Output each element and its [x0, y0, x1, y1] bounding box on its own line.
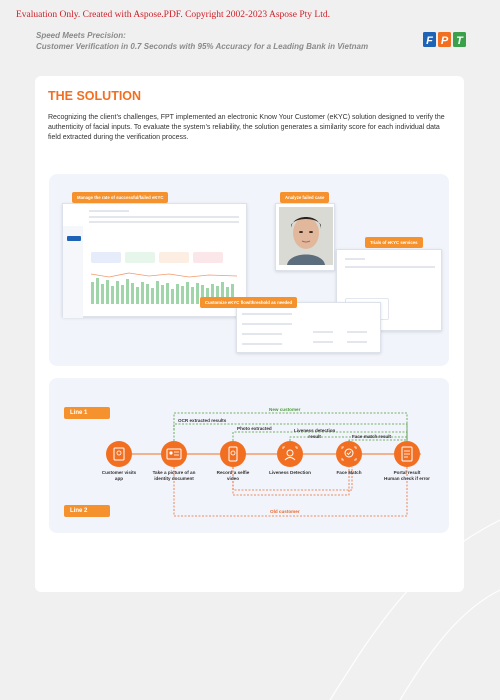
solution-body: Recognizing the client’s challenges, FPT implemented an electronic Know Your Customer (eKYC) solution designed to verify the authenticity of facial inputs. To evaluate the system’s reliability, the solution generates a similarity score for each individual data field extracted during the verification process.	[48, 114, 445, 141]
tag-trials: Trials of eKYC services	[365, 237, 423, 248]
liveness-result-line-2: result	[308, 433, 321, 439]
step-label-line: Human check if error	[384, 475, 430, 481]
step-label-line: Record a selfie	[216, 470, 250, 475]
line-2-pill: Line 2	[64, 505, 110, 517]
step-label-line: Customer visits	[101, 470, 137, 475]
step-label-customer-visits	[92, 470, 146, 481]
id-document-icon	[161, 441, 187, 467]
customer-visits-app-icon	[106, 441, 132, 467]
step-label-face-match	[322, 470, 376, 476]
step-label-line: Face Match	[336, 470, 362, 475]
step-label-line: Liveness Detection	[269, 470, 311, 475]
step-label-line: identity document	[154, 475, 194, 481]
step-label-liveness	[263, 470, 317, 476]
svg-text:F: F	[426, 35, 433, 47]
photo-label: Photo extracted	[237, 426, 272, 431]
svg-text:T: T	[456, 35, 463, 47]
new-customer-label: New customer	[269, 407, 301, 412]
step-label-selfie	[206, 470, 260, 481]
step-label-line: Portal result	[393, 470, 421, 475]
solution-title: THE SOLUTION	[48, 89, 142, 103]
tag-analyze-failed: Analyze failed case	[280, 192, 329, 203]
portal-result-icon	[394, 441, 420, 467]
liveness-detection-icon	[277, 441, 303, 467]
svg-text:P: P	[440, 35, 449, 47]
liveness-result-line-1: Liveness detection	[294, 428, 336, 433]
step-label-id-document	[147, 470, 201, 481]
tag-manage-rate: Manage the rate of successful/failed eKYC	[72, 192, 168, 203]
face-match-icon	[336, 441, 362, 467]
line-1-pill: Line 1	[64, 407, 110, 419]
tag-customize-flow: Customize eKYC flow/threshold as needed	[200, 297, 297, 308]
step-label-line: app	[114, 475, 124, 481]
liveness-result-label	[294, 428, 335, 439]
ocr-label: OCR extracted results	[178, 418, 227, 423]
step-label-portal	[380, 470, 434, 481]
header-line-2: Customer Verification in 0.7 Seconds with 95% Accuracy for a Leading Bank in Vietnam	[36, 42, 369, 51]
face-match-result-label: Face match result	[352, 434, 392, 439]
step-label-line: video	[227, 475, 239, 481]
watermark-text: Evaluation Only. Created with Aspose.PDF. Copyright 2002-2023 Aspose Pty Ltd.	[16, 10, 330, 20]
old-customer-label: Old customer	[270, 509, 300, 514]
step-label-line: Take a picture of an	[152, 470, 196, 475]
selfie-video-icon	[220, 441, 246, 467]
header-line-1: Speed Meets Precision:	[36, 31, 126, 40]
